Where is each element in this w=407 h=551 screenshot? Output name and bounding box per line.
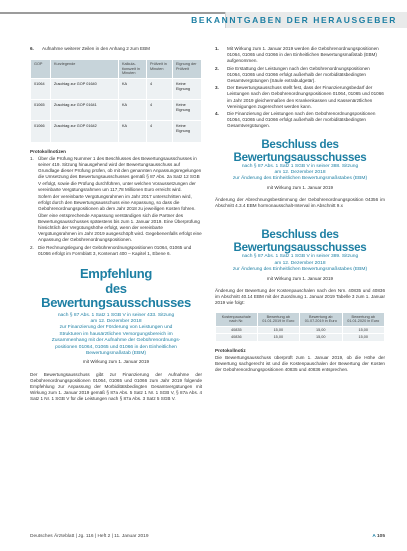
table-cell: 15,00 [300, 326, 342, 334]
footnotes-title: Protokollnotizen [30, 148, 66, 154]
table-cell: Keine Eignung [173, 100, 202, 121]
closing-paragraph: Der Bewertungsausschuss gibt zur Finanzierung der Aufnahme der Gebührenordnungspositionen 01064, 01065 und 01066 zum Jahr 2019 folgende Empfehlung zur Anpassung der Morbiditätsbedingten Gesamtvergütungen mit Wirkung zum 1. Januar 2019 gemäß § 87a Abs. 5 Satz 1 Nr. 1 SGB V, § 87a Abs. 4 Satz 1 Nr. 1 SGB V für die Leistungen nach § 87a Abs. 3 Satz 5 SGB V. [30, 371, 202, 402]
list-item [215, 46, 385, 65]
table-cell: 40836 [216, 334, 258, 342]
subtitle-line: nach § 87 Abs. 1 Satz 1 SGB V in seiner 388. Sitzung [241, 163, 359, 169]
kostenpauschale-table [215, 312, 385, 342]
beschluss-subtitle [215, 164, 385, 183]
beschluss-block-1 [215, 138, 385, 210]
item-text: Der Bewertungsausschuss stellt fest, dass der Finanzierungsbedarf der Leistungen nach den Gebührenordnungspositionen 01064, 01065 und 01066 im Jahr 2019 gleichermaßen den Krankenkassen und Kassenärztlichen Vereinigungen zugerechnet werden kann. [227, 85, 384, 109]
empfehlung-subtitle [30, 313, 202, 358]
list-item [215, 66, 385, 85]
table-cell: Zuschlag zur GOP 01641 [51, 100, 119, 121]
subtitle-line: positionen 01064, 01065 und 01066 in den Einheitlichen [55, 344, 177, 350]
beschluss-subtitle [215, 254, 385, 273]
column-header: Prüfzeit in Minuten [147, 60, 173, 79]
table-cell: 01065 [31, 100, 51, 121]
list-item [215, 111, 385, 130]
table-row [31, 121, 202, 142]
column-header: Bewertung ab 01.01.2020 in Euro [342, 312, 385, 326]
subtitle-line: zur Änderung des Einheitlichen Bewertungsmaßstabes (EBM) [232, 176, 368, 182]
item-text: Die Finanzierung der Leistungen nach den Gebührenordnungspositionen 01064, 01065 und 01066 erfolgt außerhalb der morbiditätsbedingten Gesamtvergütungen. [227, 111, 376, 129]
subtitle-line: nach § 87 Abs. 1 Satz 1 SGB V in seiner 389. Sitzung [241, 254, 359, 260]
table-row [216, 334, 385, 342]
header-stripe [0, 0, 407, 6]
footnote-number: 1. [30, 155, 34, 161]
column-header: Kurzlegende [51, 60, 119, 79]
footnote-title: Protokollnotiz [215, 347, 246, 353]
empfehlung-block [30, 267, 202, 366]
beschluss-text: Änderung der Abrechnungsbestimmung der Gebührenordnungsposition 04356 im Abschnitt 4.3.4 EBM hormonausschalt-Interval im Abschnitt 9.x [215, 197, 385, 209]
footnote-2 [30, 245, 202, 258]
table-cell: Keine Eignung [173, 78, 202, 99]
beschluss-text: Änderung der Bewertung der Kostenpauschalen nach den Nrn. 40835 und 40836 im Abschnitt 40.14 EBM mit der Zuordnung 1. Januar 2019 Tabelle 3 zum 1. Januar 2019 wie folgt: [215, 287, 385, 306]
beschluss-block-2 [215, 228, 385, 373]
page-footer [30, 534, 385, 539]
column-header: Kostenpauschale nach Nr. [216, 312, 258, 326]
effective-date: mit Wirkung zum 1. Januar 2019 [82, 359, 150, 365]
subtitle-line: Zusammenhang mit der Aufnahme der Gebührenordnungs- [51, 338, 181, 344]
table-cell: 15,00 [300, 334, 342, 342]
table-cell: 15,00 [257, 334, 299, 342]
table-row [216, 326, 385, 334]
subtitle-line: am 12. Dezember 2018 [274, 260, 326, 266]
subtitle-line: Strukturen im hausärztlichen Versorgungsbereich im [59, 331, 173, 337]
page-header [0, 0, 407, 29]
section-title: BEKANNTGABEN DER HERAUSGEBER [191, 15, 397, 25]
item-text: Die Erstattung der Leistungen nach den Gebührenordnungspositionen 01064, 01065 und 01066 erfolgt außerhalb der morbiditätsbedingten Gesamtvergütungen (Säule extrabudgetär). [227, 65, 370, 84]
journal-citation: Deutsches Ärzteblatt | Jg. 116 | Heft 2 | 11. Januar 2019 [30, 534, 149, 539]
table-cell: 15,00 [342, 334, 385, 342]
column-header: Bewertung ab 01.01.2019 in Euro [257, 312, 299, 326]
table-cell: Zuschlag zur GOP 01640 [51, 78, 119, 99]
table-cell: 01066 [31, 121, 51, 142]
item-number: 1. [215, 46, 219, 51]
footnote-text: Die Bewertungsausschuss überprüft zum 1. Januar 2019, ob die Höhe der Bewertung sachgerecht ist und die Kostenpauschalen der Bewertung der Kosten der Gebührenordnungspositionen 40835 und 40836 entsprechen. [215, 355, 385, 373]
footnote-paragraph: Die Rechnungslegung der Gebührenordnungspositionen 01064, 01065 und 01066 erfolgt im Formblatt 3, Kontenart 400 – Kapitel 1, Ebene 6. [38, 244, 192, 256]
subtitle-line: Bewertungsmaßstab (EBM) [85, 350, 147, 356]
table-cell: KA [119, 121, 147, 142]
footnote-number: 2. [30, 244, 34, 250]
item-text: Aufnahme weiterer Zeilen in den Anhang 2 zum EBM [42, 46, 151, 51]
beschluss-title: Beschluss des Bewertungsausschusses [233, 137, 367, 164]
table-header-row [216, 312, 385, 326]
item-text: Mit Wirkung zum 1. Januar 2019 werden die Gebührenordnungspositionen 01064, 01065 und 01066 in den Einheitlichen Bewertungsmaßstab (EBM) aufgenommen. [227, 46, 379, 64]
footnote-1 [30, 156, 202, 245]
footnote-paragraph: Sofern der vereinbarte Vergütungsrahmen im Jahr 2017 unterschritten wird, erfolgt durch den Bewertungsausschuss eine Anpassung, so dass die Gebührenordnungspositionen ab dem Jahr 2018 zu jeweiligen Kosten führen. Über eine entsprechende Anpassung verständigen sich die Partner des Bewertungsausschusses spätestens bis zum 1. Januar 2019. Eine Überprüfung hinsichtlich der Vergütungshöhe erfolgt, wenn der vereinbarte Vergütungsrahmen im Jahr 2019 ausgeschöpft wird. Gegebenenfalls erfolgt eine Anpassung der Gebührenordnungspositionen. [38, 193, 202, 243]
column-header: Eignung der Prüfzeit [173, 60, 202, 79]
subtitle-line: am 12. Dezember 2018 [90, 318, 142, 324]
table-header-row [31, 60, 202, 79]
table-cell: Zuschlag zur GOP 01642 [51, 121, 119, 142]
subtitle-line: am 12. Dezember 2018 [274, 170, 326, 176]
table-cell: 40835 [216, 326, 258, 334]
table-cell: 01064 [31, 78, 51, 99]
empfehlung-title: Empfehlung [79, 266, 153, 281]
subtitle-line: zur Finanzierung der Förderung von Leistungen und [59, 325, 173, 331]
table-cell: 4 [147, 100, 173, 121]
empfehlung-title-line2: des Bewertungsausschusses [41, 280, 191, 310]
subtitle-line: nach § 87 Abs. 1 Satz 1 SGB V in seiner 433. Sitzung [57, 312, 175, 318]
footnote-paragraph: Über die Prüfung Nummer 1 des Beschlusses des Bewertungsausschusses in seiner 419. Sitzung hinausgehend wird der Bewertungsausschuss auf Grundlage dieser Prüfung prüfen, ob mit den genannten Anpassungsregelungen die Umsetzung des Bewertungsausschusses gemäß § 87 Abs. 2a Satz 12 SGB V erfolgt, sowie die Prüfung durchführen, unter welchen Voraussetzungen der vereinbarte Vergütungsrahmen um 117,78 Millionen Euro erreicht wird. [38, 155, 202, 192]
table-cell: KA [119, 78, 147, 99]
left-column [30, 46, 202, 403]
column-header: Bewertung ab 01.07.2019 in Euro [300, 312, 342, 326]
item-number: 4. [215, 111, 219, 117]
table-cell: Keine Eignung [173, 121, 202, 142]
column-header: Kalkula-tionszeit in Minuten [119, 60, 147, 79]
table-cell: 15,00 [257, 326, 299, 334]
list-item [215, 85, 385, 110]
column-header: GOP [31, 60, 51, 79]
page-value: 105 [376, 534, 385, 539]
table-row [31, 100, 202, 121]
table-cell: 4 [147, 78, 173, 99]
page-prefix: A [372, 534, 376, 539]
item-number: 6. [30, 46, 34, 51]
gop-table [30, 59, 202, 142]
table-row [31, 78, 202, 99]
right-column [215, 46, 385, 374]
page-number [372, 534, 385, 539]
table-cell: 4 [147, 121, 173, 142]
subtitle-line: zur Änderung des Einheitlichen Bewertungsmaßstabes (EBM) [232, 267, 368, 273]
item-6 [30, 46, 202, 52]
item-number: 3. [215, 85, 219, 91]
table-cell: KA [119, 100, 147, 121]
item-number: 2. [215, 65, 219, 71]
table-cell: 15,00 [342, 326, 385, 334]
beschluss-title: Beschluss des Bewertungsausschusses [233, 228, 367, 255]
effective-date: mit Wirkung zum 1. Januar 2019 [266, 184, 334, 190]
effective-date: mit Wirkung zum 1. Januar 2019 [266, 275, 334, 281]
